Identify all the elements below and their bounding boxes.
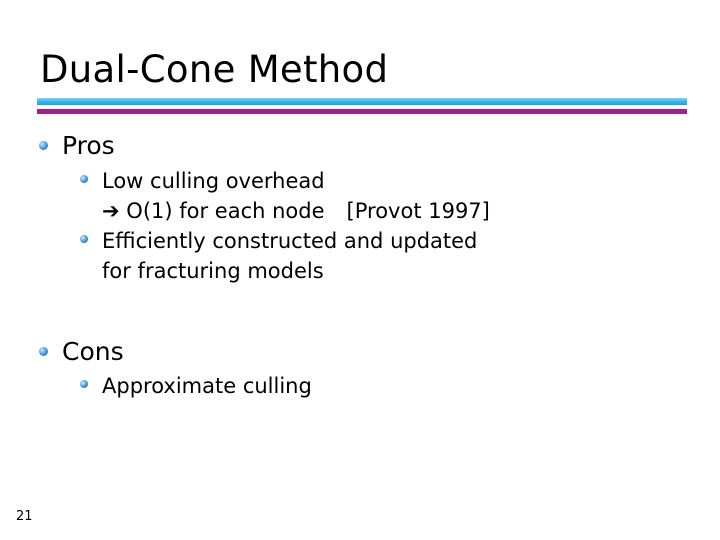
pros-item-1-line2 xyxy=(102,196,490,226)
title-rule-purple xyxy=(37,109,687,114)
bullet-icon xyxy=(80,380,88,388)
bullet-icon xyxy=(80,235,88,243)
pros-item-1 xyxy=(80,166,490,226)
pros-item-1-text xyxy=(102,166,490,226)
bullet-icon xyxy=(80,175,88,183)
cons-item-1-text xyxy=(102,371,312,401)
pros-item-2-text xyxy=(102,226,477,286)
pros-heading-label: Pros xyxy=(62,131,115,160)
cons-heading-label: Cons xyxy=(62,337,124,366)
bullet-icon xyxy=(39,347,48,356)
pros-item-2 xyxy=(80,226,477,286)
title-rule-blue xyxy=(37,98,687,105)
pros-item-2-line1: Efficiently constructed and updated xyxy=(102,229,478,253)
page-number: 21 xyxy=(16,509,33,524)
bullet-icon xyxy=(39,141,48,150)
arrow-icon: ➔ xyxy=(102,199,120,223)
pros-item-1-line1: Low culling overhead xyxy=(102,169,325,193)
pros-item-2-line2: for fracturing models xyxy=(102,259,324,283)
citation: [Provot 1997] xyxy=(346,199,490,223)
cons-heading xyxy=(39,337,124,366)
complexity-text: O(1) for each node xyxy=(126,199,325,223)
cons-item-1-line1: Approximate culling xyxy=(102,374,312,398)
slide-title: Dual-Cone Method xyxy=(40,48,389,91)
cons-item-1 xyxy=(80,371,312,401)
pros-heading xyxy=(39,131,115,160)
